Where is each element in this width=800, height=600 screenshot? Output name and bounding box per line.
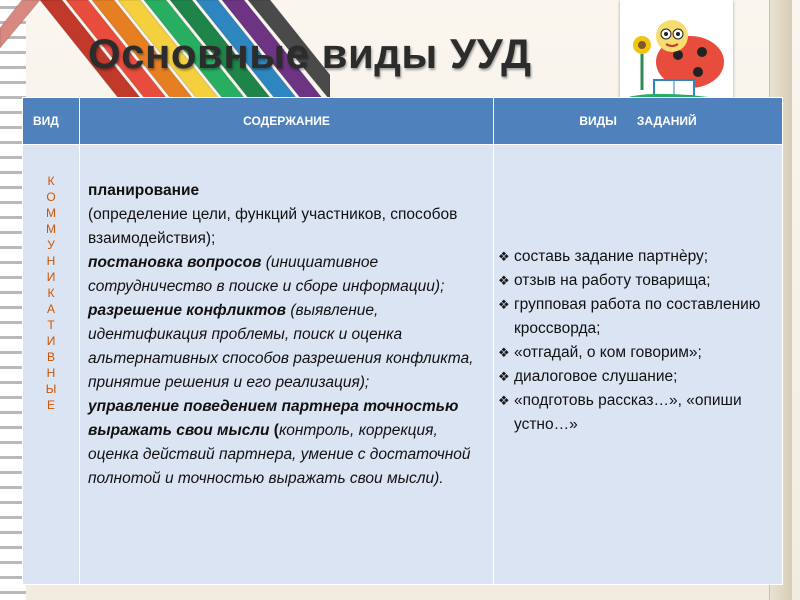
- task-text: составь задание партнѐру;: [514, 248, 709, 265]
- task-text: диалоговое слушание;: [514, 368, 678, 385]
- partner-title: управление поведением партнера точностью выражать свои мысли: [88, 398, 459, 439]
- list-item: [498, 365, 778, 389]
- diamond-bullet-icon: ❖: [498, 369, 510, 384]
- kind-vertical-text: [44, 173, 58, 413]
- ladybug-reading-illustration: [620, 0, 733, 112]
- conflict-title: разрешение конфликтов: [88, 302, 287, 319]
- kind-letter: И: [46, 334, 56, 348]
- list-item: [498, 269, 778, 293]
- header-kind: ВИД: [23, 98, 80, 145]
- task-text: «подготовь рассказ…», «опиши устно…»: [514, 392, 742, 433]
- task-text: «отгадай, о ком говорим»;: [514, 344, 702, 361]
- list-item: [498, 245, 778, 269]
- list-item: [498, 293, 778, 341]
- diamond-bullet-icon: ❖: [498, 393, 510, 408]
- kind-cell: [23, 145, 80, 585]
- header-tasks: ВИДЫ ЗАДАНИЙ: [494, 98, 783, 145]
- page-title: Основные виды УУД: [88, 30, 532, 77]
- kind-letter: О: [46, 190, 56, 204]
- planning-desc: (определение цели, функций участников, способов взаимодействия);: [88, 206, 458, 247]
- table-header-row: [23, 98, 783, 145]
- kind-letter: Т: [47, 318, 55, 332]
- kind-letter: И: [46, 270, 56, 284]
- kind-letter: В: [46, 350, 55, 364]
- kind-letter: К: [47, 174, 55, 188]
- questions-desc: (инициативное сотрудничество в поиске и сборе информации);: [88, 254, 445, 295]
- diamond-bullet-icon: ❖: [498, 273, 510, 288]
- diamond-bullet-icon: ❖: [498, 249, 510, 264]
- kind-letter: Н: [46, 366, 56, 380]
- planning-title: планирование: [88, 182, 200, 199]
- list-item: [498, 389, 778, 437]
- kind-letter: У: [47, 238, 55, 252]
- conflict-desc: (выявление, идентификация проблемы, поиск и оценка альтернативных способов разрешения конфликта, принятие решения и его реализация);: [88, 302, 474, 391]
- partner-paren: (: [269, 422, 279, 439]
- table-row: [23, 145, 783, 585]
- task-text: групповая работа по составлению кроссворда;: [514, 296, 761, 337]
- kind-letter: К: [47, 286, 55, 300]
- diamond-bullet-icon: ❖: [498, 297, 510, 312]
- kind-letter: Н: [46, 254, 56, 268]
- kind-letter: Ы: [45, 382, 57, 396]
- task-text: отзыв на работу товарища;: [514, 272, 711, 289]
- kind-letter: М: [46, 222, 56, 236]
- tasks-cell: [494, 145, 783, 585]
- kind-letter: А: [46, 302, 55, 316]
- content-cell: [80, 145, 494, 585]
- kind-letter: М: [46, 206, 56, 220]
- uud-table: [22, 97, 783, 585]
- questions-title: постановка вопросов: [88, 254, 262, 271]
- kind-letter: Е: [46, 398, 55, 412]
- partner-desc: контроль, коррекция, оценка действий партнера, умение с достаточной полнотой и точностью выражать свои мысли).: [88, 422, 471, 487]
- header-content: СОДЕРЖАНИЕ: [80, 98, 494, 145]
- diamond-bullet-icon: ❖: [498, 345, 510, 360]
- list-item: [498, 341, 778, 365]
